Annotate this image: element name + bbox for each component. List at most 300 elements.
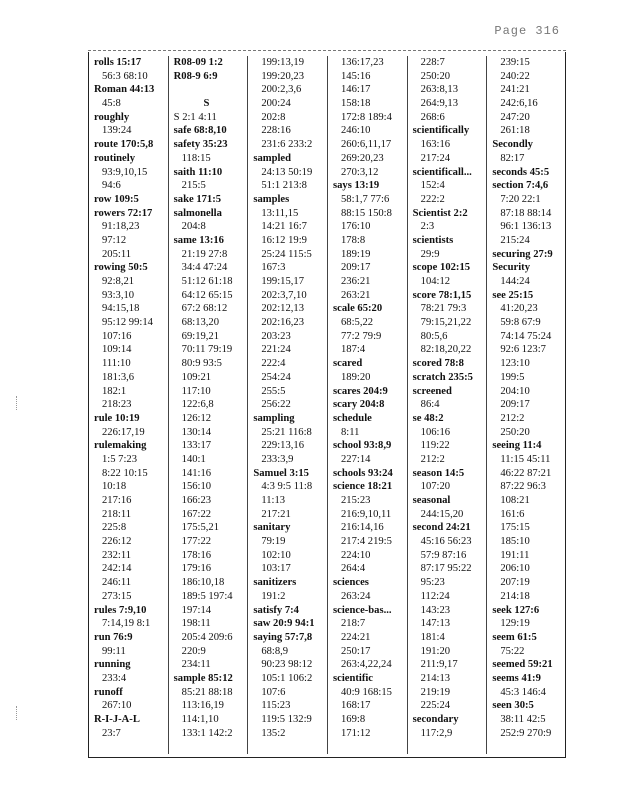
page-line-reference: 69:19,21 [181, 330, 220, 342]
index-term: scary 204:8 [333, 399, 385, 411]
page-line-reference: 234:11 [181, 659, 211, 671]
index-term: Security [492, 262, 530, 274]
page-line-reference: 252:9 270:9 [500, 727, 552, 739]
page-line-reference: 222:4 [261, 358, 286, 370]
page-line-reference: 242:6,16 [500, 98, 538, 110]
page-line-reference: 96:1 136:13 [500, 221, 552, 233]
page-line-reference: 68:5,22 [341, 317, 374, 329]
page-line-reference: 171:12 [341, 727, 371, 739]
page-line-reference: 93:9,10,15 [102, 166, 148, 178]
page-line-reference: 219:19 [420, 686, 451, 698]
index-term: scientifically [412, 125, 470, 137]
page-line-reference: 34:4 47:24 [181, 262, 228, 274]
margin-mark [16, 706, 21, 720]
page-line-reference: 161:6 [500, 508, 525, 520]
page-line-reference: 24:13 50:19 [261, 166, 313, 178]
index-term: scale 65:20 [333, 303, 383, 315]
index-term: satisfy 7:4 [253, 604, 299, 616]
page-line-reference: 239:15 [500, 57, 530, 68]
page-line-reference: 14:21 16:7 [261, 221, 307, 233]
page-line-reference: 217:4 219:5 [341, 536, 392, 548]
page-line-reference: S 2:1 4:11 [173, 111, 217, 123]
page-line-reference: 79:19 [261, 536, 286, 548]
index-term: R-I-J-A-L [94, 714, 140, 725]
index-term: school 93:8,9 [333, 440, 392, 452]
page-line-reference: 23:7 [102, 727, 121, 739]
index-term: R08-09 1:2 [173, 57, 223, 68]
page-line-reference: 113:16,19 [181, 700, 224, 712]
page-line-reference: 227:14 [341, 453, 371, 465]
page-line-reference: 206:10 [500, 563, 530, 575]
index-term: sanitary [253, 522, 291, 534]
page-line-reference: 51:12 61:18 [181, 276, 233, 287]
page-line-reference: 141:16 [181, 467, 212, 479]
page-line-reference: 78:21 79:3 [420, 303, 467, 315]
page-line-reference: 199:20,23 [261, 70, 304, 82]
page-line-reference: 217:24 [420, 152, 451, 164]
page-line-reference: 115:23 [261, 700, 291, 712]
page-line-reference: 11:15 45:11 [500, 453, 551, 465]
page-line-reference: 231:6 233:2 [261, 139, 313, 151]
index-term: seconds 45:5 [492, 166, 550, 178]
index-term: secondary [412, 714, 459, 725]
page-line-reference: 233:3,9 [261, 453, 294, 465]
page-line-reference: 56:3 68:10 [102, 70, 148, 82]
page-line-reference: 82:17 [500, 152, 525, 164]
index-term: seems 41:9 [492, 672, 541, 684]
index-term: scientificall... [412, 166, 472, 178]
page-line-reference: 21:19 27:8 [181, 248, 228, 260]
page-line-reference: 200:24 [261, 98, 291, 110]
page-line-reference: 7:14,19 8:1 [102, 618, 151, 630]
index-term: score 78:1,15 [412, 289, 472, 301]
page-line-reference: 182:1 [102, 385, 127, 397]
page-line-reference: 214:13 [420, 672, 451, 684]
page-line-reference: 203:23 [261, 330, 291, 342]
page-line-reference: 119:5 132:9 [261, 714, 312, 725]
page-line-reference: 7:20 22:1 [500, 193, 541, 205]
page-line-reference: 181:4 [420, 631, 445, 643]
page-line-reference: 163:16 [420, 139, 451, 151]
page-line-reference: 107:6 [261, 686, 286, 698]
page-line-reference: 45:3 146:4 [500, 686, 546, 698]
page-line-reference: 152:4 [420, 180, 445, 192]
index-term: seeing 11:4 [492, 440, 542, 452]
page-line-reference: 209:17 [341, 262, 371, 274]
page-line-reference: 168:17 [341, 700, 371, 712]
page-line-reference: 90:23 98:12 [261, 659, 313, 671]
page-line-reference: 175:15 [500, 522, 530, 534]
index-term: says 13:19 [333, 180, 380, 192]
page-line-reference: 204:8 [181, 221, 206, 233]
page-line-reference: 215:5 [181, 180, 206, 192]
page-line-reference: 186:10,18 [181, 577, 225, 589]
page-line-reference: 82:18,20,22 [420, 344, 472, 356]
index-term: rolls 15:17 [94, 57, 142, 68]
page-line-reference: 117:2,9 [420, 727, 453, 739]
page-line-reference: 8:11 [341, 426, 360, 438]
page-line-reference: 126:12 [181, 412, 212, 424]
index-term: scored 78:8 [412, 358, 464, 370]
page-line-reference: 202:3,7,10 [261, 289, 307, 301]
page-line-reference: 177:22 [181, 536, 212, 548]
page-line-reference: 254:24 [261, 371, 291, 383]
page-line-reference: 167:3 [261, 262, 286, 274]
page-line-reference: 145:16 [341, 70, 371, 82]
page-line-reference: 94:6 [102, 180, 121, 192]
page-line-reference: 41:20,23 [500, 303, 538, 315]
page-line-reference: 87:18 88:14 [500, 207, 552, 219]
page-line-reference: 87:17 95:22 [420, 563, 472, 575]
page-line-reference: 172:8 189:4 [341, 111, 392, 123]
page-line-reference: 86:4 [420, 399, 440, 411]
page-line-reference: 199:5 [500, 371, 525, 383]
page-line-reference: 191:11 [500, 549, 530, 561]
page-line-reference: 95:23 [420, 577, 445, 589]
page-line-reference: 241:21 [500, 84, 530, 96]
page-line-reference: 8:22 10:15 [102, 467, 148, 479]
page-line-reference: 109:14 [102, 344, 132, 356]
page-line-reference: 29:9 [420, 248, 440, 260]
section-letter: S [203, 98, 210, 110]
page-line-reference: 129:19 [500, 618, 530, 630]
page-line-reference: 133:17 [181, 440, 212, 452]
page-line-reference: 4:3 9:5 11:8 [261, 481, 313, 493]
page-line-reference: 205:4 209:6 [181, 631, 233, 643]
index-term: seem 61:5 [492, 631, 537, 643]
page-line-reference: 199:15,17 [261, 276, 304, 287]
page-line-reference: 228:7 [420, 57, 445, 68]
page-line-reference: 229:13,16 [261, 440, 304, 452]
page-line-reference: 64:12 65:15 [181, 289, 233, 301]
page-line-reference: 270:3,12 [341, 166, 379, 178]
page-line-reference: 45:16 56:23 [420, 536, 472, 548]
index-term: R08-9 6:9 [173, 70, 218, 82]
page-line-reference: 107:16 [102, 330, 132, 342]
page-line-reference: 232:11 [102, 549, 132, 561]
index-term: Scientist 2:2 [412, 207, 468, 219]
page-line-reference: 217:21 [261, 508, 291, 520]
page-line-reference: 2:3 [420, 221, 435, 233]
page-line-reference: 93:3,10 [102, 289, 135, 301]
page-line-reference: 67:2 68:12 [181, 303, 228, 315]
index-term: section 7:4,6 [492, 180, 549, 192]
page-line-reference: 256:22 [261, 399, 291, 411]
index-term: safe 68:8,10 [173, 125, 227, 137]
index-term: roughly [94, 111, 130, 123]
page-line-reference: 51:1 213:8 [261, 180, 307, 192]
page-line-reference: 80:5,6 [420, 330, 448, 342]
page-line-reference: 264:9,13 [420, 98, 459, 110]
page-line-reference: 261:18 [500, 125, 530, 137]
page-line-reference: 200:2,3,6 [261, 84, 302, 96]
index-term: seemed 59:21 [492, 659, 553, 671]
page-line-reference: 215:24 [500, 234, 530, 246]
index-term: scientists [412, 234, 454, 246]
page-line-reference: 25:24 115:5 [261, 248, 312, 260]
page-line-reference: 68:13,20 [181, 317, 220, 329]
index-term: rules 7:9,10 [94, 604, 147, 616]
page-line-reference: 74:14 75:24 [500, 330, 552, 342]
top-rule [88, 50, 566, 51]
page-line-reference [174, 83, 248, 97]
page-line-reference: 118:15 [181, 152, 211, 164]
page-line-reference: 211:9,17 [420, 659, 458, 671]
page-line-reference: 176:10 [341, 221, 371, 233]
page-line-reference: 108:21 [500, 495, 530, 506]
page-line-reference: 111:10 [102, 358, 131, 370]
index-term: safety 35:23 [173, 139, 228, 151]
index-term: run 76:9 [94, 631, 133, 643]
index-term: sample 85:12 [173, 672, 233, 684]
page-line-reference: 112:24 [420, 590, 450, 602]
index-term: rowers 72:17 [94, 207, 153, 219]
index-term: seasonal [412, 495, 451, 506]
page-line-reference: 209:17 [500, 399, 530, 411]
page-line-reference: 202:8 [261, 111, 286, 123]
index-term: same 13:16 [173, 234, 224, 246]
index-term: sanitizers [253, 577, 297, 589]
page-line-reference: 103:17 [261, 563, 291, 575]
page-line-reference: 250:20 [500, 426, 530, 438]
page-line-reference: 263:4,22,24 [341, 659, 392, 671]
index-term: sake 171:5 [173, 193, 222, 205]
page-line-reference: 222:2 [420, 193, 445, 205]
page-line-reference: 102:10 [261, 549, 291, 561]
index-column-6 [487, 56, 567, 754]
index-column-2 [169, 56, 249, 754]
page-line-reference: 167:22 [181, 508, 212, 520]
page-line-reference: 70:11 79:19 [181, 344, 233, 356]
index-term: sampling [253, 412, 295, 424]
word-index-grid [88, 52, 566, 758]
page-line-reference: 178:8 [341, 234, 366, 246]
page-line-reference: 92:8,21 [102, 276, 135, 287]
page-line-reference: 263:24 [341, 590, 371, 602]
page-line-reference: 114:1,10 [181, 714, 219, 725]
index-term: row 109:5 [94, 193, 139, 205]
page-line-reference: 218:11 [102, 508, 132, 520]
page-line-reference: 107:20 [420, 481, 451, 493]
index-term: saying 57:7,8 [253, 631, 313, 643]
page-line-reference: 117:10 [181, 385, 211, 397]
index-term: saith 11:10 [173, 166, 223, 178]
index-term: securing 27:9 [492, 248, 553, 260]
index-term: Secondly [492, 139, 533, 151]
page-line-reference: 13:11,15 [261, 207, 299, 219]
index-term: scope 102:15 [412, 262, 471, 274]
page-line-reference: 143:23 [420, 604, 451, 616]
index-term: screened [412, 385, 452, 397]
page-line-reference: 130:14 [181, 426, 212, 438]
page-line-reference: 59:8 67:9 [500, 317, 541, 329]
index-term: scared [333, 358, 363, 370]
page-line-reference: 215:23 [341, 495, 371, 506]
page-line-reference: 187:4 [341, 344, 366, 356]
page-line-reference: 179:16 [181, 563, 212, 575]
page-line-reference: 185:10 [500, 536, 530, 548]
page-line-reference: 204:10 [500, 385, 530, 397]
page-line-reference: 88:15 150:8 [341, 207, 392, 219]
page-line-reference: 133:1 142:2 [181, 727, 233, 739]
page-line-reference: 246:10 [341, 125, 371, 137]
page-line-reference: 220:9 [181, 645, 206, 657]
page-line-reference: 217:16 [102, 495, 132, 506]
page-line-reference: 212:2 [500, 412, 525, 424]
index-term: sciences [333, 577, 369, 589]
page-line-reference: 216:14,16 [341, 522, 384, 534]
page-line-reference: 250:17 [341, 645, 371, 657]
page-line-reference: 205:11 [102, 248, 132, 260]
page-line-reference: 191:20 [420, 645, 451, 657]
page-line-reference: 212:2 [420, 453, 445, 465]
page-line-reference: 16:12 19:9 [261, 234, 307, 246]
page-line-reference: 189:20 [341, 371, 371, 383]
index-column-3 [248, 56, 328, 754]
page-line-reference: 122:6,8 [181, 399, 214, 411]
page-line-reference: 221:24 [261, 344, 291, 356]
page-line-reference: 264:4 [341, 563, 366, 575]
page-line-reference: 10:18 [102, 481, 127, 493]
page-line-reference: 46:22 87:21 [500, 467, 552, 479]
page-line-reference: 197:14 [181, 604, 212, 616]
page-line-reference: 25:21 116:8 [261, 426, 312, 438]
page-line-reference: 226:12 [102, 536, 132, 548]
index-term: scares 204:9 [333, 385, 388, 397]
index-term: seen 30:5 [492, 700, 534, 712]
page-line-reference: 104:12 [420, 276, 451, 287]
page-line-reference: 181:3,6 [102, 371, 135, 383]
index-term: saw 20:9 94:1 [253, 618, 315, 630]
index-term: sampled [253, 152, 292, 164]
index-term: rule 10:19 [94, 412, 140, 424]
page-line-reference: 178:16 [181, 549, 212, 561]
page-line-reference: 109:21 [181, 371, 212, 383]
index-term: rulemaking [94, 440, 147, 452]
page-line-reference: 242:14 [102, 563, 132, 575]
page-line-reference: 224:21 [341, 631, 371, 643]
page-line-reference: 11:13 [261, 495, 286, 506]
page-line-reference: 226:17,19 [102, 426, 145, 438]
page-line-reference: 57:9 87:16 [420, 549, 467, 561]
index-term: se 48:2 [412, 412, 444, 424]
index-term: scientific [333, 672, 374, 684]
page-line-reference: 202:12,13 [261, 303, 304, 315]
page-line-reference: 189:5 197:4 [181, 590, 233, 602]
margin-mark [16, 396, 21, 410]
page-line-reference: 144:24 [500, 276, 530, 287]
page-line-reference: 263:8,13 [420, 84, 459, 96]
page-line-reference: 79:15,21,22 [420, 317, 472, 329]
page-line-reference: 99:11 [102, 645, 126, 657]
page-line-reference: 216:9,10,11 [341, 508, 392, 520]
index-term: season 14:5 [412, 467, 465, 479]
page-line-reference: 169:8 [341, 714, 366, 725]
index-term: samples [253, 193, 290, 205]
page-line-reference: 207:19 [500, 577, 530, 589]
page-line-reference: 139:24 [102, 125, 132, 137]
page-line-reference: 263:21 [341, 289, 371, 301]
page-line-reference: 267:10 [102, 700, 132, 712]
page-line-reference: 91:18,23 [102, 221, 140, 233]
page-line-reference: 247:20 [500, 111, 530, 123]
page-line-reference: 175:5,21 [181, 522, 220, 534]
page-line-reference: 246:11 [102, 577, 132, 589]
page-line-reference: 214:18 [500, 590, 530, 602]
index-term: routinely [94, 152, 136, 164]
page-line-reference: 191:2 [261, 590, 286, 602]
page-line-reference: 202:16,23 [261, 317, 304, 329]
page-line-reference: 135:2 [261, 727, 286, 739]
page-line-reference: 273:15 [102, 590, 132, 602]
index-term: rowing 50:5 [94, 262, 148, 274]
page-line-reference: 189:19 [341, 248, 371, 260]
page-line-reference: 236:21 [341, 276, 371, 287]
page-line-reference: 77:2 79:9 [341, 330, 382, 342]
page-line-reference: 158:18 [341, 98, 371, 110]
page-line-reference: 95:12 99:14 [102, 317, 153, 329]
index-term: scratch 235:5 [412, 371, 473, 383]
page-line-reference: 40:9 168:15 [341, 686, 392, 698]
page-line-reference: 123:10 [500, 358, 530, 370]
page-line-reference: 58:1,7 77:6 [341, 193, 390, 205]
page-line-reference: 240:22 [500, 70, 530, 82]
index-term: salmonella [173, 207, 222, 219]
page-line-reference: 250:20 [420, 70, 451, 82]
page-line-reference: 269:20,23 [341, 152, 384, 164]
page-line-reference: 147:13 [420, 618, 451, 630]
page-line-reference: 233:4 [102, 672, 127, 684]
page-line-reference: 255:5 [261, 385, 286, 397]
page-line-reference: 92:6 123:7 [500, 344, 546, 356]
page-line-reference: 244:15,20 [420, 508, 464, 520]
page-line-reference: 198:11 [181, 618, 211, 630]
index-column-5 [408, 56, 488, 754]
page-line-reference: 106:16 [420, 426, 451, 438]
page-line-reference: 119:22 [420, 440, 450, 452]
page-line-reference: 1:5 7:23 [102, 453, 138, 465]
page-line-reference: 140:1 [181, 453, 206, 465]
index-term: schools 93:24 [333, 467, 393, 479]
index-term: route 170:5,8 [94, 139, 154, 151]
page-line-reference: 94:15,18 [102, 303, 140, 315]
page-line-reference: 224:10 [341, 549, 371, 561]
page-line-reference: 105:1 106:2 [261, 672, 313, 684]
index-term: science-bas... [333, 604, 392, 616]
page-line-reference: 85:21 88:18 [181, 686, 233, 698]
index-term: second 24:21 [412, 522, 471, 534]
page-line-reference: 268:6 [420, 111, 445, 123]
page-line-reference: 225:24 [420, 700, 451, 712]
page-line-reference: 218:23 [102, 399, 132, 411]
page-line-reference: 38:11 42:5 [500, 714, 546, 725]
page-line-reference: 87:22 96:3 [500, 481, 546, 493]
page-line-reference: 156:10 [181, 481, 212, 493]
page-line-reference: 199:13,19 [261, 57, 304, 68]
page-line-reference: 136:17,23 [341, 57, 384, 68]
page-line-reference: 68:8,9 [261, 645, 289, 657]
index-column-1 [89, 56, 169, 754]
index-term: schedule [333, 412, 372, 424]
index-term: runoff [94, 686, 123, 698]
index-term: see 25:15 [492, 289, 534, 301]
index-column-4 [328, 56, 408, 754]
page-line-reference: 97:12 [102, 234, 127, 246]
index-term: Roman 44:13 [94, 84, 155, 96]
page-line-reference: 228:16 [261, 125, 291, 137]
index-term: science 18:21 [333, 481, 393, 493]
page-number-label: Page 316 [494, 24, 560, 38]
